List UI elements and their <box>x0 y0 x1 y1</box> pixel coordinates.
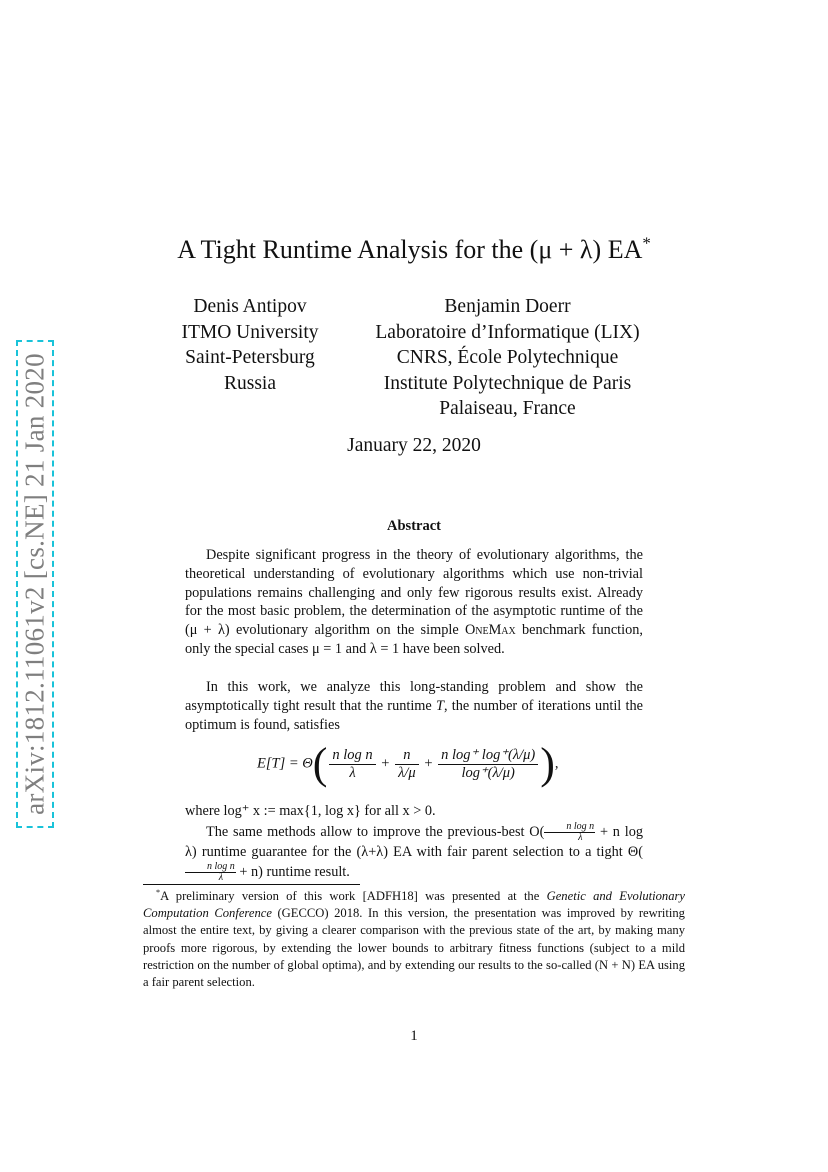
author-affiliation: ITMO University <box>181 321 319 343</box>
author-city: Palaiseau, France <box>439 398 576 419</box>
frac-2-den: λ/μ <box>398 764 416 781</box>
p1-text-b: benchmark function, only the special cases μ = 1 and λ = 1 have been solved. <box>185 622 643 657</box>
formula-lhs: E[T] = Θ <box>257 755 313 772</box>
frac-2-num: n <box>395 747 419 765</box>
abstract-paragraph-3 <box>185 822 643 883</box>
p1-text-a: Despite significant progress in the theory of evolutionary algorithms, the theoretical understanding of evolutionary algorithms which use non-trivial populations remains challenging and only few rigorous results exist. Already for the most basic problem, the determination of the asymptotic runtime of the (μ + λ) evolutionary algorithm on the simple <box>185 547 643 639</box>
formula-open-paren: ( <box>312 739 328 788</box>
footnote-rule <box>143 884 360 885</box>
page-number: 1 <box>410 1028 418 1044</box>
title-text: A Tight Runtime Analysis for the (μ + λ) EA <box>177 235 643 264</box>
p3-frac-1-den: λ <box>578 832 583 843</box>
paper-title <box>0 235 828 265</box>
footnote-mark: * <box>156 887 161 897</box>
paper-date: January 22, 2020 <box>347 435 481 456</box>
author-block-1 <box>150 294 350 396</box>
author-country: Russia <box>223 372 276 394</box>
author-block-2 <box>345 294 670 422</box>
frac-3-den: log⁺(λ/μ) <box>461 764 515 781</box>
p2-variable-T: T <box>436 697 444 714</box>
abstract-paragraph-1 <box>185 546 643 659</box>
author-affiliation-3: Institute Polytechnique de Paris <box>383 372 632 394</box>
author-name: Benjamin Doerr <box>444 296 571 317</box>
abstract-heading: Abstract <box>387 518 441 534</box>
title-footnote-mark: * <box>642 233 651 253</box>
p3-fraction-2 <box>185 862 236 883</box>
footnote-text-a: A preliminary version of this work [ADFH18] was presented at the <box>160 889 547 903</box>
p3-fraction-1 <box>544 822 595 843</box>
arxiv-stamp <box>16 340 54 828</box>
p3-text-a: The same methods allow to improve the previous-best O( <box>206 823 545 840</box>
p3-frac-2-den: λ <box>218 871 224 883</box>
author-affiliation: Laboratoire d’Informatique (LIX) <box>375 321 640 343</box>
p2-text-a: In this work, we analyze this long-standing problem and show the asymptotically tight result that the runtime <box>185 679 643 714</box>
onemax-term: OneMax <box>464 622 516 639</box>
formula-frac-3 <box>438 747 538 782</box>
footnote-text-b: (GECCO) 2018. In this version, the presentation was improved by rewriting almost the entire text, by giving a clearer comparison with the previous state of the art, by making many proofs more rigorous, by extending the lower bounds to arbitrary fitness functions (subject to a mild restriction on the number of global optima), and by extending our results to the so-called (N + N) EA using a fair parent selection. <box>143 906 685 990</box>
p3-text-b: + n log λ) runtime guarantee for the (λ+λ) EA with fair parent selection to a tight Θ( <box>185 823 643 860</box>
author-affiliation-2: CNRS, École Polytechnique <box>396 347 619 368</box>
frac-1-den: λ <box>349 764 356 781</box>
main-formula: E[T] = Θ( $\frac{\text{n log n}}{\lambda}$ + $\frac{n}{\lambda/\mu}$ + $\frac{\text{n log⁺ log⁺(λ/μ)}}{\log^+(\lambda/\mu)}$ ), <box>257 739 559 788</box>
abstract-paragraph-2 <box>185 678 643 734</box>
p2-text-b: , the number of iterations until the optimum is found, satisfies <box>185 697 643 733</box>
p3-frac-1-num: n log n <box>544 822 595 833</box>
frac-3-num: n log⁺ log⁺(λ/μ) <box>438 747 538 765</box>
log-plus-definition: where log⁺ x := max{1, log x} for all x > 0. <box>185 803 436 819</box>
author-city: Saint-Petersburg <box>185 347 315 368</box>
footnote <box>143 888 685 991</box>
author-name: Denis Antipov <box>193 296 307 317</box>
footnote-venue: Genetic and Evolutionary Computation Conference <box>143 889 685 921</box>
formula-close-paren: ) <box>540 739 555 788</box>
frac-1-num: n log n <box>329 747 375 765</box>
formula-frac-2 <box>395 747 419 782</box>
p3-frac-2-num: n log n <box>185 862 236 873</box>
p3-text-c: + n) runtime result. <box>235 863 350 880</box>
arxiv-identifier: arXiv:1812.11061v2 [cs.NE] 21 Jan 2020 <box>19 353 50 815</box>
formula-frac-1 <box>329 747 375 782</box>
formula-tail: , <box>554 755 559 772</box>
